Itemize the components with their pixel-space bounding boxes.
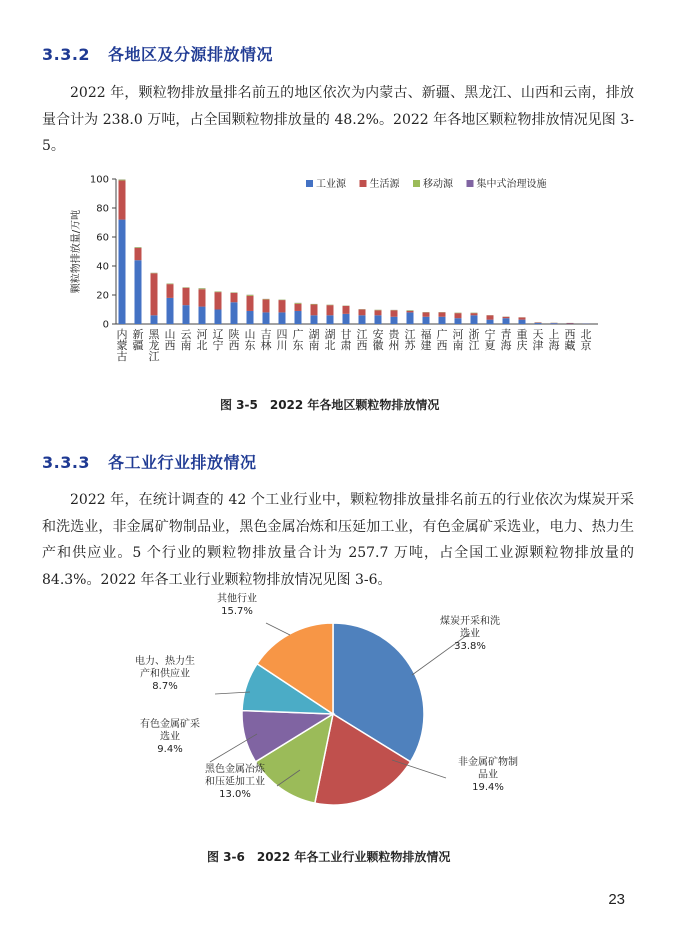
bar-segment [279,312,286,324]
bar-segment [423,317,430,324]
x-tick-label: 四川 [276,328,288,352]
bar-segment [391,310,398,317]
bar-segment [391,317,398,324]
section-title: 各工业行业排放情况 [108,453,257,472]
figure-caption: 图 3-5 2022 年各地区颗粒物排放情况 [220,398,440,412]
bar-segment [119,180,126,219]
bar-segment [439,312,446,316]
bar-segment [343,306,350,314]
legend-label: 移动源 [423,179,453,190]
x-tick-label: 贵州 [388,328,400,352]
bar-segment [375,315,382,324]
bar-segment [423,312,430,316]
bar-segment [199,289,206,306]
bar-segment [167,284,174,285]
legend-swatch [306,180,313,187]
pie-chart-industry-emissions [0,590,673,835]
x-tick-label: 甘肃 [340,328,352,352]
bar-segment [327,315,334,324]
pie-label: 其他行业 [217,593,257,605]
legend-label: 工业源 [316,179,346,190]
bar-segment [135,248,142,260]
x-tick-label: 山东 [244,328,256,352]
x-tick-label: 宁夏 [484,328,496,352]
x-tick-label: 重庆 [516,328,528,352]
legend-swatch [360,180,367,187]
bar-segment [295,303,302,304]
bar-segment [151,315,158,324]
x-tick-label: 新疆 [132,328,144,352]
bar-segment [471,313,478,315]
page-number: 23 [608,891,625,908]
x-tick-label: 黑龙江 [148,328,160,363]
pie-percent-label: 15.7% [221,606,253,617]
bar-segment [535,323,542,324]
bar-segment [407,311,414,312]
bar-segment [119,220,126,324]
legend-label: 集中式治理设施 [476,179,547,190]
pie-percent-label: 9.4% [157,744,183,755]
bar-segment [567,323,574,324]
y-axis-label: 颗粒物排放量/万吨 [71,209,82,294]
x-tick-label: 广东 [292,328,304,352]
pie-percent-label: 33.8% [454,641,486,652]
x-tick-label: 浙江 [468,328,480,352]
bar-segment [487,315,494,319]
x-tick-label: 安徽 [372,328,384,352]
x-tick-label: 江西 [356,328,368,352]
legend-label: 生活源 [369,179,400,190]
bar-segment [439,317,446,324]
pie-leader-line [266,623,290,635]
x-tick-label: 内蒙古 [116,328,128,363]
pie-label: 选业 [160,731,180,743]
x-tick-label: 天津 [532,328,544,352]
x-tick-label: 江苏 [404,328,416,352]
bar-segment [215,292,222,309]
bar-segment [279,300,286,312]
section-paragraph: 2022 年，颗粒物排放量排名前五的地区依次为内蒙古、新疆、黑龙江、山西和云南，排放量合计为 238.0 万吨，占全国颗粒物排放量的 48.2%。2022 年各地区颗粒物排放情况见图 3-5。 [42,85,634,154]
bar-segment [231,302,238,324]
bar-segment [471,315,478,324]
bar-chart-regional-emissions [68,164,608,379]
x-tick-label: 吉林 [260,328,272,352]
bar-segment [183,305,190,324]
bar-segment [119,180,126,181]
bar-segment [135,260,142,324]
y-tick-label: 100 [89,174,109,186]
bar-segment [231,293,238,302]
pie-label: 选业 [460,628,480,640]
y-tick-label: 0 [102,319,109,331]
bar-segment [167,298,174,324]
bar-segment [215,292,222,293]
x-tick-label: 河南 [452,328,464,352]
bar-segment [199,307,206,324]
bar-segment [519,317,526,319]
pie-label: 电力、热力生 [135,656,195,667]
bar-segment [247,311,254,324]
section-paragraph: 2022 年，在统计调查的 42 个工业行业中，颗粒物排放量排名前五的行业依次为煤炭开采和洗选业，非金属矿物制品业，黑色金属冶炼和压延加工业，有色金属矿采选业，电力、热力生产和供应业。5 个行业的颗粒物排放量合计为 257.7 万吨，占全国工业源颗粒物排放量的 84.3%。2022 年各工业行业颗粒物排放情况见图 3-6。 [42,492,634,588]
section-number: 3.3.2 [42,45,91,64]
section-heading-3-3-2 [42,42,273,65]
bar-segment [455,318,462,324]
section-title: 各地区及分源排放情况 [108,45,274,64]
y-tick-label: 40 [96,261,109,273]
bar-segment [151,273,158,315]
bar-segment [311,315,318,324]
bar-segment [295,311,302,324]
bar-segment [407,310,414,311]
bar-segment [343,314,350,324]
bar-segment [311,304,318,315]
legend-swatch [413,180,420,187]
pie-label: 有色金属矿采 [140,719,200,730]
pie-percent-label: 8.7% [152,681,178,692]
x-tick-label: 河北 [196,328,208,352]
x-tick-label: 西藏 [564,328,576,352]
bar-segment [199,288,206,289]
bar-segment [407,312,414,324]
bar-segment [487,320,494,324]
pie-label: 和压延加工业 [205,776,265,788]
legend-swatch [467,180,474,187]
y-tick-label: 80 [96,203,109,215]
pie-percent-label: 13.0% [219,789,251,800]
bar-segment [503,318,510,324]
y-tick-label: 20 [96,290,109,302]
bar-segment [247,296,254,311]
bar-segment [503,317,510,318]
y-tick-label: 60 [96,232,109,244]
x-tick-label: 北京 [580,328,592,352]
pie-label: 非金属矿物制 [458,757,518,768]
bar-segment [215,310,222,325]
bar-segment [455,313,462,318]
bar-segment [183,288,190,305]
x-tick-label: 山西 [164,328,176,352]
bar-segment [359,315,366,324]
bar-segment [375,310,382,315]
pie-percent-label: 19.4% [472,782,504,793]
x-tick-label: 云南 [180,328,192,352]
bar-segment [359,310,366,316]
x-tick-label: 陕西 [228,328,240,352]
pie-label: 品业 [478,769,498,781]
x-tick-label: 湖北 [324,328,336,352]
pie-label: 黑色金属冶炼 [205,764,265,775]
x-tick-label: 福建 [420,328,432,352]
x-tick-label: 广西 [436,328,448,352]
bar-segment [135,247,142,248]
figure-caption: 图 3-6 2022 年各工业行业颗粒物排放情况 [207,850,451,864]
pie-label: 煤炭开采和洗 [440,616,500,627]
pie-label: 产和供应业 [140,668,190,680]
x-tick-label: 湖南 [308,328,320,352]
bar-segment [551,323,558,324]
section-heading-3-3-3 [42,450,257,473]
bar-segment [167,284,174,298]
bar-segment [263,299,270,312]
bar-segment [247,295,254,296]
bar-segment [295,304,302,311]
bar-segment [263,312,270,324]
x-tick-label: 青海 [500,328,512,352]
bar-segment [519,320,526,324]
bar-segment [327,305,334,315]
x-tick-label: 上海 [548,328,560,352]
x-tick-label: 辽宁 [212,328,224,352]
section-number: 3.3.3 [42,453,91,472]
